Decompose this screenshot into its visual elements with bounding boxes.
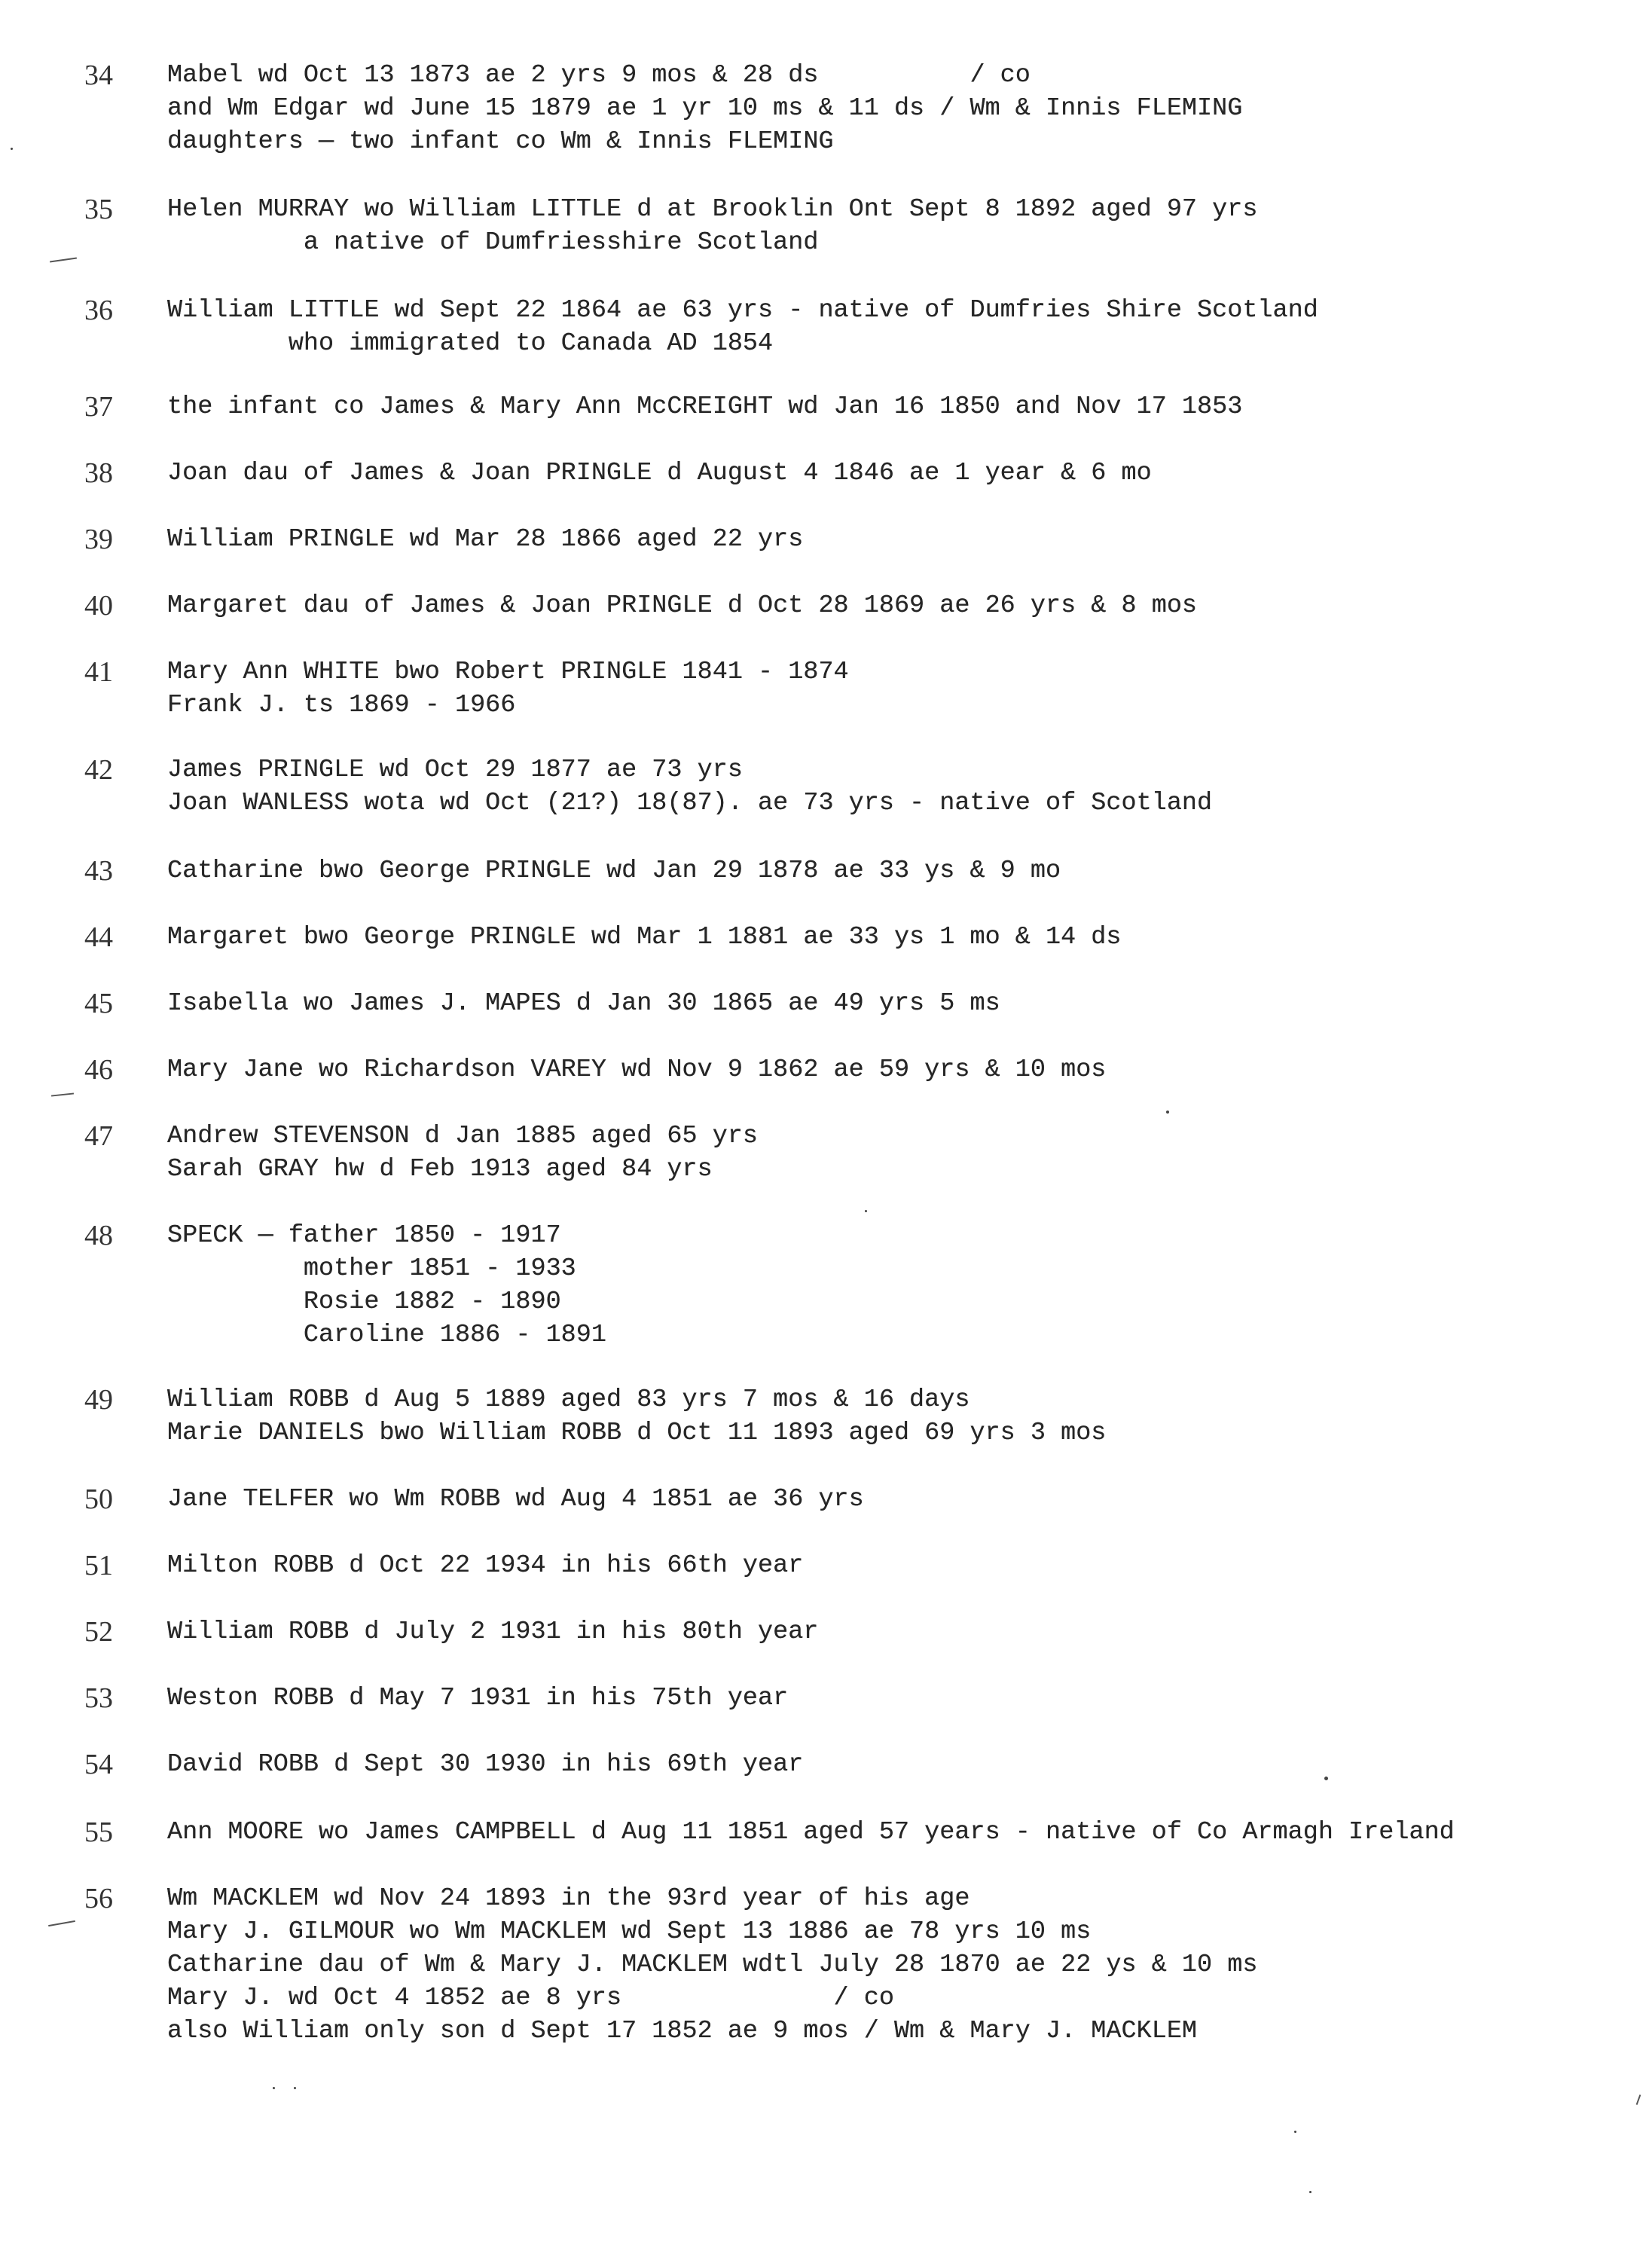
entry-number: 45: [84, 988, 113, 1019]
entry-line: Margaret bwo George PRINGLE wd Mar 1 1881 ae 33 ys 1 mo & 14 ds: [167, 923, 1122, 952]
entry-line: Caroline 1886 - 1891: [167, 1321, 606, 1349]
entry-line: who immigrated to Canada AD 1854: [167, 329, 774, 358]
entry-line: Frank J. ts 1869 - 1966: [167, 691, 516, 720]
entry-line: a native of Dumfriesshire Scotland: [167, 228, 819, 257]
scan-speck: [1166, 1111, 1169, 1114]
entry-text: [167, 987, 1636, 1020]
entry-text: [167, 1549, 1636, 1582]
entry-number: 42: [84, 754, 113, 786]
entry-line: William PRINGLE wd Mar 28 1866 aged 22 yrs: [167, 525, 804, 554]
entry-text: [167, 1383, 1636, 1450]
margin-tick: [1636, 2094, 1641, 2105]
entry-number: 41: [84, 656, 113, 688]
entry-text: [167, 59, 1636, 158]
entry-line: Helen MURRAY wo William LITTLE d at Brooklin Ont Sept 8 1892 aged 97 yrs: [167, 195, 1258, 224]
entry-number: 54: [84, 1749, 113, 1780]
entry-number: 48: [84, 1220, 113, 1251]
entry-line: daughters — two infant co Wm & Innis FLEMING: [167, 127, 834, 156]
scan-speck: [273, 2087, 275, 2089]
entry-text: [167, 457, 1636, 490]
entry-line: David ROBB d Sept 30 1930 in his 69th year: [167, 1750, 804, 1779]
entry-line: Jane TELFER wo Wm ROBB wd Aug 4 1851 ae 36 yrs: [167, 1485, 864, 1514]
entry-line: Joan WANLESS wota wd Oct (21?) 18(87). ae 73 yrs - native of Scotland: [167, 789, 1213, 817]
entry-number: 49: [84, 1384, 113, 1416]
entry-number: 35: [84, 194, 113, 225]
entry-text: [167, 1053, 1636, 1086]
entry-text: [167, 921, 1636, 954]
entry-line: SPECK — father 1850 - 1917: [167, 1221, 561, 1250]
entry-number: 46: [84, 1054, 113, 1086]
entry-number: 39: [84, 524, 113, 555]
entry-number: 51: [84, 1550, 113, 1581]
entry-number: 55: [84, 1816, 113, 1848]
entry-number: 52: [84, 1616, 113, 1648]
entry-line: the infant co James & Mary Ann McCREIGHT wd Jan 16 1850 and Nov 17 1853: [167, 393, 1243, 421]
entry-line: Mary J. GILMOUR wo Wm MACKLEM wd Sept 13 1886 ae 78 yrs 10 ms: [167, 1917, 1092, 1946]
entry-number: 50: [84, 1483, 113, 1515]
entry-text: [167, 390, 1636, 423]
entry-line: Mabel wd Oct 13 1873 ae 2 yrs 9 mos & 28 ds / co: [167, 61, 1031, 90]
entry-line: Mary Jane wo Richardson VAREY wd Nov 9 1862 ae 59 yrs & 10 mos: [167, 1056, 1107, 1084]
entry-line: Catharine dau of Wm & Mary J. MACKLEM wdtl July 28 1870 ae 22 ys & 10 ms: [167, 1951, 1258, 1979]
scan-speck: [865, 1210, 867, 1212]
entry-text: [167, 589, 1636, 622]
entry-number: 34: [84, 60, 113, 91]
entry-line: Rosie 1882 - 1890: [167, 1288, 561, 1316]
entry-line: Sarah GRAY hw d Feb 1913 aged 84 yrs: [167, 1155, 713, 1184]
entry-text: [167, 294, 1636, 360]
entry-line: Weston ROBB d May 7 1931 in his 75th year: [167, 1684, 789, 1713]
entry-line: William ROBB d Aug 5 1889 aged 83 yrs 7 mos & 16 days: [167, 1386, 970, 1414]
entry-text: [167, 753, 1636, 820]
entry-text: [167, 1816, 1636, 1849]
entry-line: Joan dau of James & Joan PRINGLE d August 4 1846 ae 1 year & 6 mo: [167, 459, 1152, 487]
entry-line: Milton ROBB d Oct 22 1934 in his 66th year: [167, 1551, 804, 1580]
entry-text: [167, 523, 1636, 556]
entry-text: [167, 1219, 1636, 1352]
entry-line: Mary Ann WHITE bwo Robert PRINGLE 1841 - 1874: [167, 658, 849, 686]
entry-line: Wm MACKLEM wd Nov 24 1893 in the 93rd year of his age: [167, 1884, 970, 1913]
scan-speck: [294, 2087, 296, 2089]
entry-line: Margaret dau of James & Joan PRINGLE d Oct 28 1869 ae 26 yrs & 8 mos: [167, 591, 1198, 620]
entry-line: Ann MOORE wo James CAMPBELL d Aug 11 1851 aged 57 years - native of Co Armagh Ireland: [167, 1818, 1455, 1847]
entry-line: William LITTLE wd Sept 22 1864 ae 63 yrs - native of Dumfries Shire Scotland: [167, 296, 1318, 325]
scan-speck: [11, 148, 13, 150]
entry-text: [167, 1748, 1636, 1781]
entry-line: Catharine bwo George PRINGLE wd Jan 29 1878 ae 33 ys & 9 mo: [167, 857, 1061, 885]
margin-tick: [50, 258, 77, 263]
scan-speck: [1324, 1777, 1328, 1780]
entry-line: Marie DANIELS bwo William ROBB d Oct 11 1893 aged 69 yrs 3 mos: [167, 1419, 1107, 1447]
entry-text: [167, 655, 1636, 722]
scan-speck: [1294, 2131, 1296, 2133]
entry-text: [167, 193, 1636, 259]
entry-text: [167, 1882, 1636, 2048]
entry-line: and Wm Edgar wd June 15 1879 ae 1 yr 10 ms & 11 ds / Wm & Innis FLEMING: [167, 94, 1243, 123]
entry-number: 53: [84, 1682, 113, 1714]
entry-line: Mary J. wd Oct 4 1852 ae 8 yrs / co: [167, 1984, 894, 2012]
entry-number: 44: [84, 921, 113, 953]
entry-line: mother 1851 - 1933: [167, 1254, 576, 1283]
margin-tick: [48, 1920, 75, 1926]
entry-text: [167, 1483, 1636, 1516]
entry-line: Isabella wo James J. MAPES d Jan 30 1865 ae 49 yrs 5 ms: [167, 989, 1000, 1018]
entry-line: also William only son d Sept 17 1852 ae 9 mos / Wm & Mary J. MACKLEM: [167, 2017, 1198, 2046]
entry-line: James PRINGLE wd Oct 29 1877 ae 73 yrs: [167, 756, 743, 784]
entry-number: 38: [84, 457, 113, 489]
entry-text: [167, 1120, 1636, 1186]
margin-tick: [51, 1092, 74, 1096]
entry-number: 37: [84, 391, 113, 423]
entry-number: 47: [84, 1120, 113, 1152]
entry-line: Andrew STEVENSON d Jan 1885 aged 65 yrs: [167, 1122, 759, 1150]
entry-number: 43: [84, 855, 113, 887]
scan-speck: [1309, 2191, 1312, 2193]
entry-text: [167, 854, 1636, 888]
entry-number: 36: [84, 295, 113, 326]
entry-text: [167, 1615, 1636, 1648]
entry-line: William ROBB d July 2 1931 in his 80th year: [167, 1618, 819, 1646]
entry-number: 56: [84, 1883, 113, 1914]
entry-text: [167, 1682, 1636, 1715]
entry-number: 40: [84, 590, 113, 622]
